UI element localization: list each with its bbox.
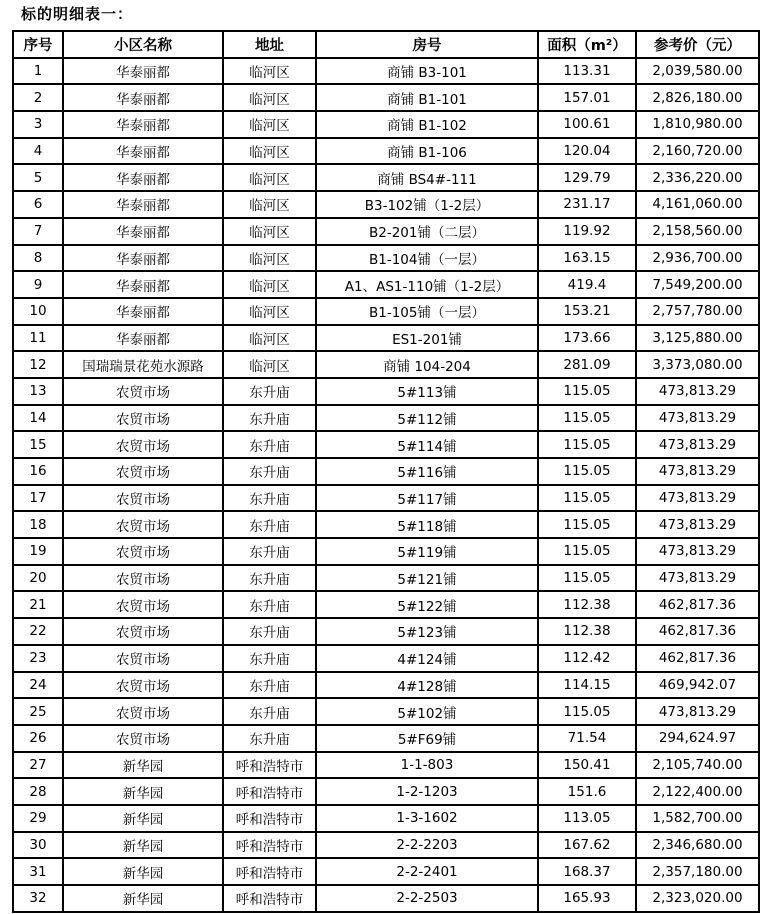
cell-community-name: 农贸市场 [63,378,223,405]
cell-community-name: 华泰丽都 [63,245,223,272]
cell-area: 112.38 [538,618,636,645]
cell-room-number: B1-105铺（一层） [316,298,538,325]
cell-index: 1 [13,58,63,85]
cell-address: 临河区 [223,298,316,325]
cell-area: 115.05 [538,565,636,592]
cell-room-number: 2-2-2203 [316,832,538,859]
col-header-room-number: 房号 [316,31,538,58]
cell-address: 临河区 [223,218,316,245]
cell-community-name: 华泰丽都 [63,298,223,325]
cell-room-number: 5#119铺 [316,538,538,565]
cell-area: 115.05 [538,485,636,512]
table-row [13,325,759,352]
cell-area: 100.61 [538,111,636,138]
col-header-area: 面积（m²） [538,31,636,58]
cell-community-name: 农贸市场 [63,431,223,458]
table-row [13,672,759,699]
table-row [13,778,759,805]
cell-area: 112.38 [538,591,636,618]
table-row [13,84,759,111]
cell-room-number: B3-102铺（1-2层） [316,191,538,218]
cell-room-number: 5#116铺 [316,458,538,485]
cell-area: 71.54 [538,725,636,752]
cell-area: 115.05 [538,431,636,458]
cell-reference-price: 473,813.29 [636,485,759,512]
cell-room-number: 商铺 B3-101 [316,58,538,85]
cell-reference-price: 2,039,580.00 [636,58,759,85]
cell-reference-price: 3,125,880.00 [636,325,759,352]
cell-address: 东升庙 [223,538,316,565]
cell-reference-price: 3,373,080.00 [636,351,759,378]
cell-index: 24 [13,672,63,699]
cell-reference-price: 2,160,720.00 [636,138,759,165]
cell-reference-price: 2,357,180.00 [636,858,759,885]
cell-index: 6 [13,191,63,218]
cell-reference-price: 473,813.29 [636,511,759,538]
col-header-index: 序号 [13,31,63,58]
cell-address: 东升庙 [223,405,316,432]
table-row [13,591,759,618]
cell-area: 157.01 [538,84,636,111]
cell-index: 29 [13,805,63,832]
cell-community-name: 华泰丽都 [63,111,223,138]
cell-area: 167.62 [538,832,636,859]
table-row [13,645,759,672]
cell-reference-price: 1,810,980.00 [636,111,759,138]
cell-index: 27 [13,752,63,779]
table-row [13,458,759,485]
table-header [13,31,759,58]
cell-address: 东升庙 [223,431,316,458]
col-header-reference-price: 参考价（元） [636,31,759,58]
cell-address: 呼和浩特市 [223,752,316,779]
cell-community-name: 农贸市场 [63,511,223,538]
cell-room-number: A1、AS1-110铺（1-2层） [316,271,538,298]
col-header-community-name: 小区名称 [63,31,223,58]
cell-room-number: 2-2-2401 [316,858,538,885]
cell-index: 17 [13,485,63,512]
table-row [13,405,759,432]
cell-index: 16 [13,458,63,485]
cell-community-name: 新华园 [63,858,223,885]
cell-reference-price: 2,336,220.00 [636,164,759,191]
cell-community-name: 农贸市场 [63,538,223,565]
cell-community-name: 农贸市场 [63,645,223,672]
table-row [13,298,759,325]
cell-address: 临河区 [223,84,316,111]
cell-index: 5 [13,164,63,191]
cell-area: 151.6 [538,778,636,805]
cell-address: 临河区 [223,245,316,272]
cell-reference-price: 2,346,680.00 [636,832,759,859]
cell-address: 呼和浩特市 [223,805,316,832]
cell-room-number: 5#121铺 [316,565,538,592]
cell-index: 8 [13,245,63,272]
cell-community-name: 华泰丽都 [63,138,223,165]
header-row [13,31,759,58]
table-row [13,538,759,565]
cell-address: 呼和浩特市 [223,885,316,912]
cell-reference-price: 2,323,020.00 [636,885,759,912]
cell-community-name: 华泰丽都 [63,84,223,111]
cell-community-name: 农贸市场 [63,405,223,432]
cell-index: 7 [13,218,63,245]
table-row [13,218,759,245]
cell-index: 21 [13,591,63,618]
cell-reference-price: 473,813.29 [636,405,759,432]
cell-room-number: 5#122铺 [316,591,538,618]
cell-index: 4 [13,138,63,165]
cell-area: 115.05 [538,458,636,485]
cell-index: 30 [13,832,63,859]
table-row [13,885,759,912]
cell-room-number: 5#113铺 [316,378,538,405]
cell-room-number: 商铺 B1-106 [316,138,538,165]
cell-reference-price: 2,936,700.00 [636,245,759,272]
cell-address: 东升庙 [223,698,316,725]
cell-reference-price: 2,826,180.00 [636,84,759,111]
cell-area: 112.42 [538,645,636,672]
cell-index: 19 [13,538,63,565]
cell-area: 115.05 [538,511,636,538]
table-row [13,805,759,832]
cell-area: 168.37 [538,858,636,885]
cell-reference-price: 469,942.07 [636,672,759,699]
cell-community-name: 农贸市场 [63,618,223,645]
cell-address: 临河区 [223,58,316,85]
cell-index: 12 [13,351,63,378]
cell-index: 15 [13,431,63,458]
cell-area: 281.09 [538,351,636,378]
table-row [13,752,759,779]
cell-community-name: 新华园 [63,778,223,805]
cell-community-name: 农贸市场 [63,725,223,752]
cell-area: 115.05 [538,405,636,432]
cell-community-name: 国瑞瑞景花苑水源路 [63,351,223,378]
cell-address: 呼和浩特市 [223,778,316,805]
table-row [13,485,759,512]
table-caption: 标的明细表一： [21,5,134,23]
cell-room-number: 5#112铺 [316,405,538,432]
cell-address: 呼和浩特市 [223,832,316,859]
cell-reference-price: 462,817.36 [636,618,759,645]
cell-area: 153.21 [538,298,636,325]
cell-community-name: 农贸市场 [63,672,223,699]
cell-address: 临河区 [223,325,316,352]
cell-community-name: 新华园 [63,885,223,912]
cell-address: 呼和浩特市 [223,858,316,885]
cell-reference-price: 473,813.29 [636,565,759,592]
cell-room-number: 商铺 BS4#-111 [316,164,538,191]
cell-area: 115.05 [538,698,636,725]
cell-index: 32 [13,885,63,912]
cell-area: 129.79 [538,164,636,191]
cell-index: 18 [13,511,63,538]
cell-room-number: 2-2-2503 [316,885,538,912]
cell-address: 东升庙 [223,725,316,752]
cell-area: 231.17 [538,191,636,218]
cell-address: 东升庙 [223,485,316,512]
table-row [13,351,759,378]
table-row [13,565,759,592]
cell-community-name: 华泰丽都 [63,218,223,245]
cell-room-number: 商铺 B1-101 [316,84,538,111]
cell-area: 115.05 [538,538,636,565]
table-row [13,618,759,645]
cell-reference-price: 473,813.29 [636,431,759,458]
table-row [13,832,759,859]
cell-reference-price: 462,817.36 [636,591,759,618]
cell-address: 东升庙 [223,378,316,405]
cell-community-name: 农贸市场 [63,458,223,485]
cell-address: 东升庙 [223,565,316,592]
table-row [13,378,759,405]
cell-community-name: 农贸市场 [63,485,223,512]
cell-address: 临河区 [223,351,316,378]
cell-reference-price: 473,813.29 [636,698,759,725]
table-row [13,725,759,752]
cell-reference-price: 2,122,400.00 [636,778,759,805]
cell-community-name: 新华园 [63,752,223,779]
cell-area: 115.05 [538,378,636,405]
cell-area: 113.31 [538,58,636,85]
table-row [13,138,759,165]
cell-room-number: 商铺 B1-102 [316,111,538,138]
cell-community-name: 华泰丽都 [63,58,223,85]
cell-address: 临河区 [223,271,316,298]
cell-area: 113.05 [538,805,636,832]
cell-index: 31 [13,858,63,885]
cell-room-number: 1-2-1203 [316,778,538,805]
cell-index: 2 [13,84,63,111]
cell-room-number: 1-3-1602 [316,805,538,832]
cell-area: 419.4 [538,271,636,298]
cell-room-number: B1-104铺（一层） [316,245,538,272]
cell-room-number: 5#F69铺 [316,725,538,752]
cell-community-name: 华泰丽都 [63,164,223,191]
cell-address: 临河区 [223,191,316,218]
cell-reference-price: 473,813.29 [636,458,759,485]
table-row [13,858,759,885]
cell-address: 临河区 [223,138,316,165]
cell-reference-price: 2,757,780.00 [636,298,759,325]
cell-reference-price: 2,158,560.00 [636,218,759,245]
cell-index: 20 [13,565,63,592]
cell-index: 22 [13,618,63,645]
cell-room-number: 1-1-803 [316,752,538,779]
cell-area: 173.66 [538,325,636,352]
cell-address: 临河区 [223,111,316,138]
cell-room-number: 5#123铺 [316,618,538,645]
cell-area: 165.93 [538,885,636,912]
cell-address: 东升庙 [223,645,316,672]
cell-room-number: ES1-201铺 [316,325,538,352]
cell-community-name: 华泰丽都 [63,191,223,218]
cell-reference-price: 294,624.97 [636,725,759,752]
cell-room-number: 5#114铺 [316,431,538,458]
cell-index: 28 [13,778,63,805]
cell-community-name: 农贸市场 [63,698,223,725]
cell-index: 25 [13,698,63,725]
cell-reference-price: 473,813.29 [636,538,759,565]
cell-index: 3 [13,111,63,138]
cell-reference-price: 7,549,200.00 [636,271,759,298]
cell-community-name: 华泰丽都 [63,325,223,352]
cell-index: 10 [13,298,63,325]
table-row [13,511,759,538]
cell-index: 23 [13,645,63,672]
cell-area: 120.04 [538,138,636,165]
cell-index: 11 [13,325,63,352]
cell-address: 东升庙 [223,458,316,485]
cell-address: 东升庙 [223,511,316,538]
cell-community-name: 农贸市场 [63,591,223,618]
cell-index: 14 [13,405,63,432]
cell-community-name: 新华园 [63,805,223,832]
table-row [13,58,759,85]
cell-community-name: 华泰丽都 [63,271,223,298]
cell-address: 东升庙 [223,591,316,618]
table-body [13,58,759,912]
table-row [13,271,759,298]
cell-reference-price: 1,582,700.00 [636,805,759,832]
table-row [13,431,759,458]
table-row [13,698,759,725]
col-header-address: 地址 [223,31,316,58]
listings-table [12,30,760,913]
cell-index: 9 [13,271,63,298]
cell-area: 119.92 [538,218,636,245]
cell-area: 163.15 [538,245,636,272]
cell-index: 26 [13,725,63,752]
cell-area: 114.15 [538,672,636,699]
cell-room-number: 商铺 104-204 [316,351,538,378]
cell-community-name: 农贸市场 [63,565,223,592]
cell-room-number: 5#118铺 [316,511,538,538]
cell-community-name: 新华园 [63,832,223,859]
cell-reference-price: 4,161,060.00 [636,191,759,218]
table-row [13,191,759,218]
cell-index: 13 [13,378,63,405]
cell-room-number: 5#102铺 [316,698,538,725]
cell-room-number: 5#117铺 [316,485,538,512]
cell-reference-price: 473,813.29 [636,378,759,405]
cell-reference-price: 2,105,740.00 [636,752,759,779]
cell-address: 东升庙 [223,618,316,645]
cell-room-number: 4#124铺 [316,645,538,672]
cell-area: 150.41 [538,752,636,779]
cell-reference-price: 462,817.36 [636,645,759,672]
table-row [13,164,759,191]
cell-room-number: B2-201铺（二层） [316,218,538,245]
cell-address: 东升庙 [223,672,316,699]
table-row [13,111,759,138]
table-row [13,245,759,272]
cell-room-number: 4#128铺 [316,672,538,699]
cell-address: 临河区 [223,164,316,191]
